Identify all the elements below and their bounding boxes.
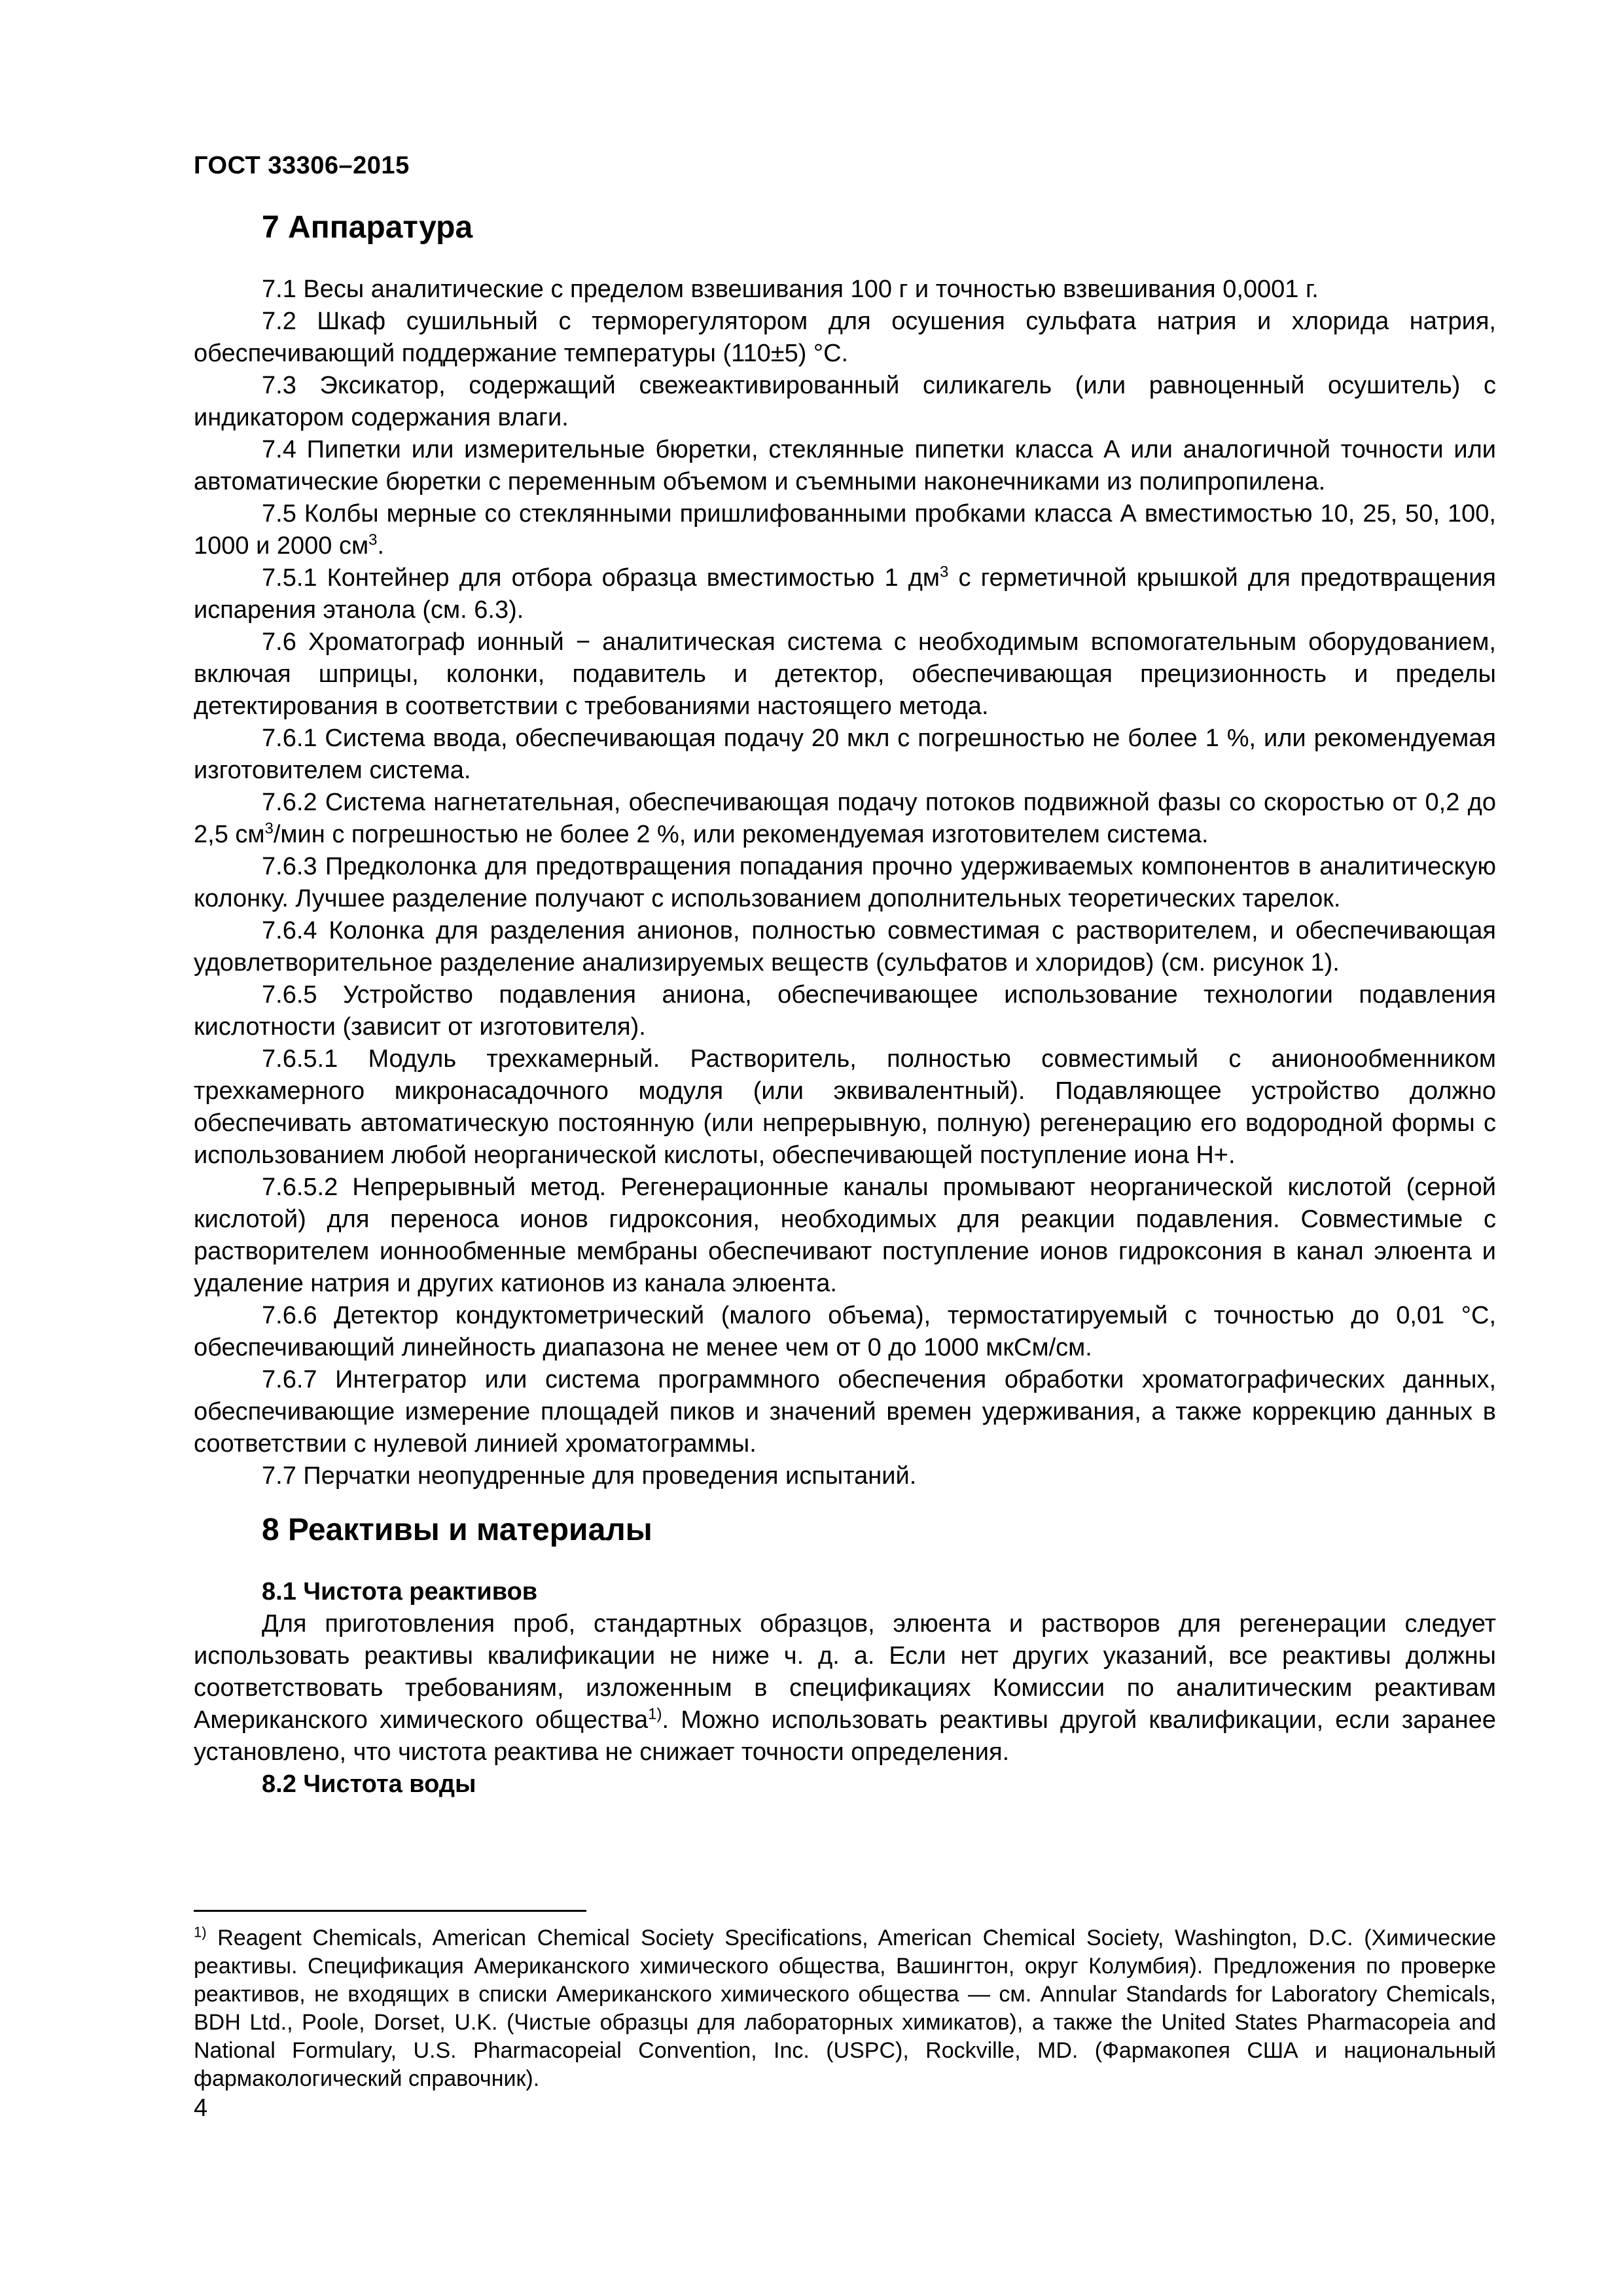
footnote-mark: 1): [194, 1924, 207, 1941]
paragraph-7-2: 7.2 Шкаф сушильный с терморегулятором для осушения сульфата натрия и хлорида натрия, обеспечивающий поддержание температуры (110±5) °C.: [194, 308, 1496, 367]
subsection-8-1-title: 8.1 Чистота реактивов: [262, 1578, 538, 1605]
paragraph-7-6-2: [194, 787, 1496, 851]
page-number: 4: [194, 2094, 208, 2122]
paragraph-7-6-5-1: 7.6.5.1 Модуль трехкамерный. Растворитель, полностью совместимый с анионообменником трехкамерного микронасадочного модуля (или эквивалентный). Подавляющее устройство должно обеспечивать автоматическую постоянную (или непрерывную, полную) регенерацию его водородной формы с использованием любой неорганической кислоты, обеспечивающей поступление иона H+.: [194, 1045, 1496, 1169]
paragraph-8-1: [194, 1608, 1496, 1768]
paragraph-7-6-3: 7.6.3 Предколонка для предотвращения попадания прочно удерживаемых компонентов в аналитическую колонку. Лучшее разделение получают с использованием дополнительных теоретических тарелок.: [194, 853, 1496, 912]
period: .: [377, 532, 385, 560]
standard-header: ГОСТ 33306–2015: [194, 152, 410, 179]
superscript-3: 3: [264, 819, 274, 838]
paragraph-8-1-text-a: Для приготовления проб, стандартных образцов, элюента и растворов для регенерации следует использовать реактивы квалификации не ниже ч. д. а. Если нет других указаний, все реактивы должны соответствовать требованиям, изложенным в спецификациях Комиссии по аналитическим реактивам Американского химического общества: [194, 1610, 1496, 1734]
paragraph-7-6: 7.6 Хроматограф ионный − аналитическая система с необходимым вспомогательным оборудованием, включая шприцы, колонки, подавитель и детектор, обеспечивающая прецизионность и пределы детектирования в соответствии с требованиями настоящего метода.: [194, 628, 1496, 720]
paragraph-7-6-2-text-b: /мин с погрешностью не более 2 %, или рекомендуемая изготовителем система.: [273, 821, 1209, 848]
paragraph-7-6-7: 7.6.7 Интегратор или система программного обеспечения обработки хроматографических данных, обеспечивающие измерение площадей пиков и значений времен удерживания, а также коррекцию данных в соответствии с нулевой линией хроматограммы.: [194, 1366, 1496, 1458]
paragraph-7-6-6: 7.6.6 Детектор кондуктометрический (малого объема), термостатируемый с точностью до 0,01 °C, обеспечивающий линейность диапазона не менее чем от 0 до 1000 мкСм/см.: [194, 1302, 1496, 1361]
paragraph-7-4: 7.4 Пипетки или измерительные бюретки, стеклянные пипетки класса А или аналогичной точности или автоматические бюретки с переменным объемом и съемными наконечниками из полипропилена.: [194, 436, 1496, 495]
paragraph-7-5-1-text-a: 7.5.1 Контейнер для отбора образца вместимостью 1 дм: [262, 564, 940, 592]
paragraph-7-1: 7.1 Весы аналитические с пределом взвешивания 100 г и точностью взвешивания 0,0001 г.: [262, 276, 1319, 303]
superscript-3: 3: [368, 531, 378, 549]
paragraph-7-6-5: 7.6.5 Устройство подавления аниона, обеспечивающее использование технологии подавления кислотности (зависит от изготовителя).: [194, 981, 1496, 1041]
paragraph-7-5-1: [194, 562, 1496, 626]
paragraph-7-6-5-2: 7.6.5.2 Непрерывный метод. Регенерационные каналы промывают неорганической кислотой (серной кислотой) для переноса ионов гидроксония, необходимых для реакции подавления. Совместимые с растворителем ионнообменные мембраны обеспечивают поступление ионов гидроксония в канал элюента и удаление натрия и других катионов из канала элюента.: [194, 1174, 1496, 1297]
paragraph-7-6-4: 7.6.4 Колонка для разделения анионов, полностью совместимая с растворителем, и обеспечивающая удовлетворительное разделение анализируемых веществ (сульфатов и хлоридов) (см. рисунок 1).: [194, 917, 1496, 977]
paragraph-8-1-text-b: . Можно использовать реактивы другой квалификации, если заранее установлено, что чистота реактива не снижает точности определения.: [194, 1706, 1496, 1766]
footnote-reference[interactable]: 1): [648, 1705, 662, 1723]
main-content: [194, 208, 1496, 1801]
superscript-3: 3: [940, 563, 949, 581]
paragraph-7-3: 7.3 Эксикатор, содержащий свежеактивированный силикагель (или равноценный осушитель) с индикатором содержания влаги.: [194, 372, 1496, 431]
section-7-title: 7 Аппаратура: [262, 210, 473, 245]
paragraph-7-5: [194, 498, 1496, 562]
paragraph-7-6-1: 7.6.1 Система ввода, обеспечивающая подачу 20 мкл с погрешностью не более 1 %, или рекомендуемая изготовителем система.: [194, 725, 1496, 784]
paragraph-7-6-2-text-a: 7.6.2 Система нагнетательная, обеспечивающая подачу потоков подвижной фазы со скоростью от 0,2 до 2,5 см: [194, 789, 1496, 848]
footnote: [194, 1924, 1496, 2093]
section-8-title: 8 Реактивы и материалы: [262, 1513, 652, 1547]
paragraph-7-7: 7.7 Перчатки неопудренные для проведения испытаний.: [262, 1462, 917, 1490]
paragraph-7-5-text: 7.5 Колбы мерные со стеклянными пришлифованными пробками класса А вместимостью 10, 25, 50, 100, 1000 и 2000 см: [194, 500, 1496, 560]
subsection-8-2-title: 8.2 Чистота воды: [262, 1770, 476, 1798]
footnote-text: Reagent Chemicals, American Chemical Society Specifications, American Chemical Society, Washington, D.C. (Химические реактивы. Спецификация Американского химического общества, Вашингтон, округ Колумбия). Предложения по проверке реактивов, не входящих в списки Американского химического общества — см. Annular Standards for Laboratory Chemicals, BDH Ltd., Poole, Dorset, U.K. (Чистые образцы для лабораторных химикатов), а также the United States Pharmacopeia and National Formulary, U.S. Pharmacopeial Convention, Inc. (USPC), Rockville, MD. (Фармакопея США и национальный фармакологический справочник).: [194, 1926, 1496, 2091]
footnote-separator: [194, 1910, 586, 1912]
paragraph-7-5-1-text-b: с герметичной крышкой для предотвращения испарения этанола (см. 6.3).: [194, 564, 1496, 624]
